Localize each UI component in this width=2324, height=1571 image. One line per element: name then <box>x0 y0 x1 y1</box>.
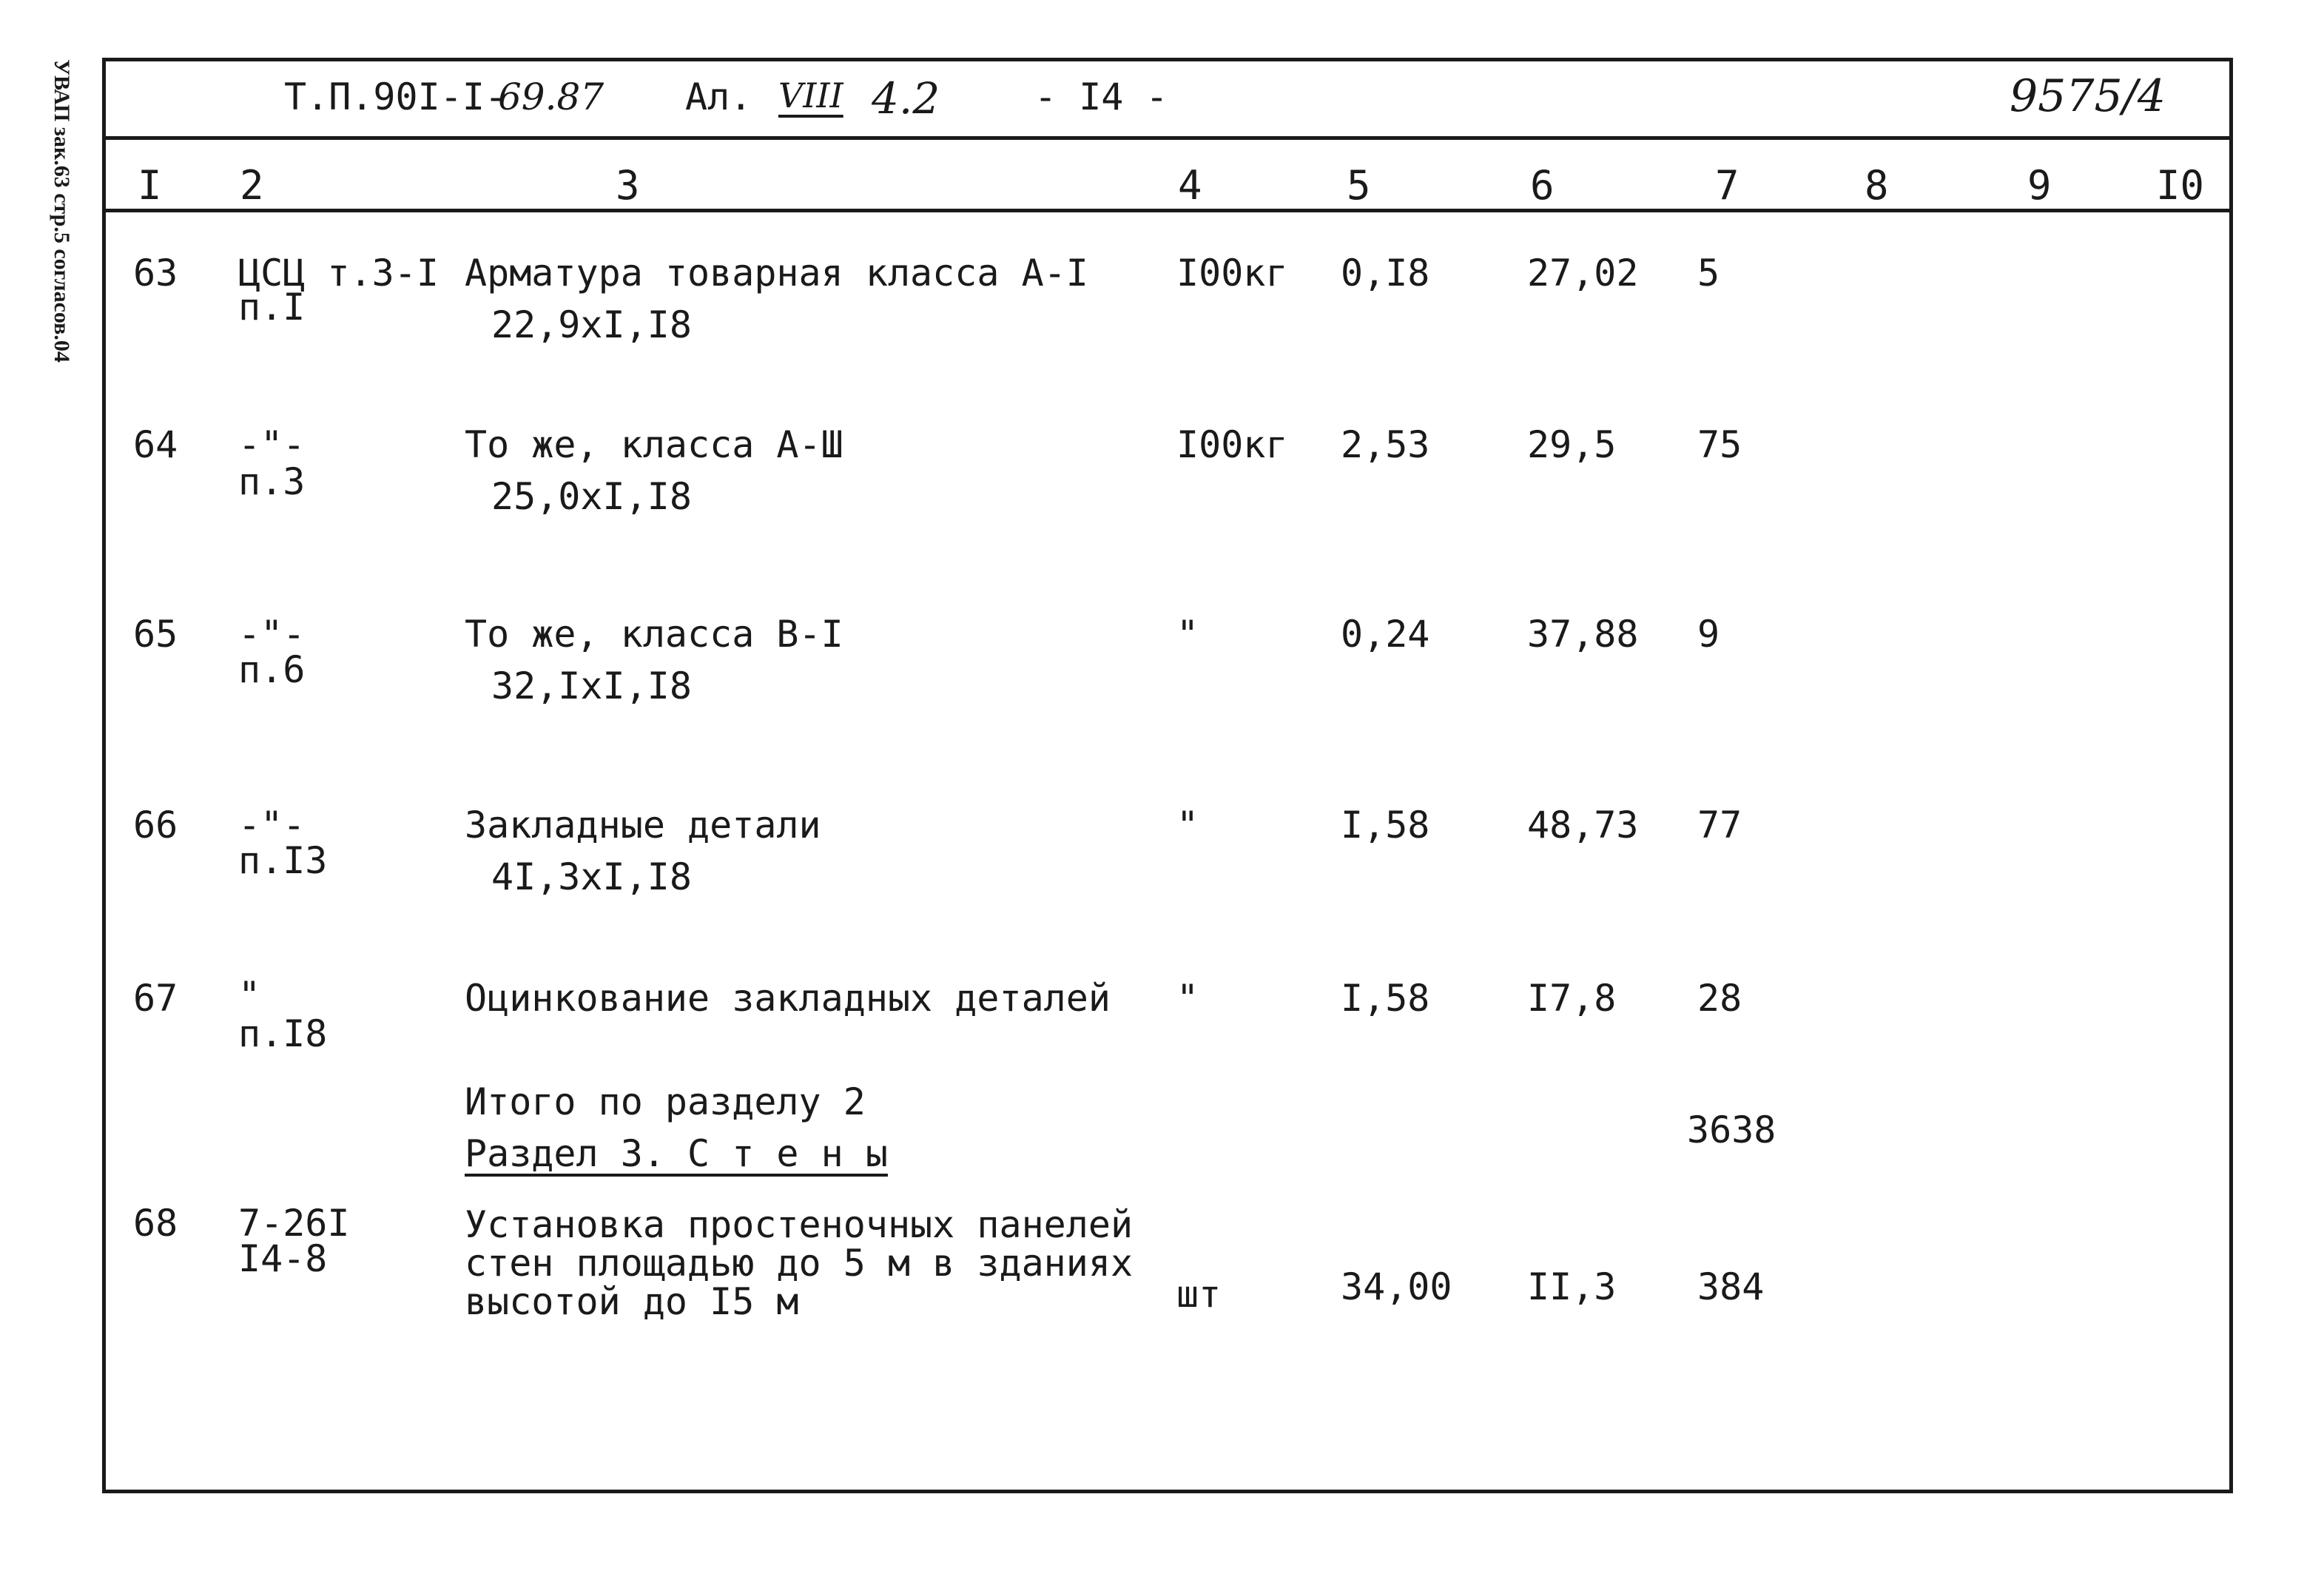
norm-item: п.I3 <box>238 839 328 882</box>
description-calc: 25,0хI,I8 <box>491 475 692 518</box>
work-description <box>465 1203 1134 1323</box>
column-header: 4 <box>1178 162 1202 209</box>
quantity: 34,00 <box>1341 1265 1452 1308</box>
registration-number-handwritten: 9575/4 <box>2010 70 2166 122</box>
total-cost: 384 <box>1697 1265 1765 1308</box>
total-cost: 77 <box>1697 804 1742 847</box>
unit: I00кг <box>1176 252 1288 295</box>
work-description <box>465 252 1088 346</box>
row-number: 68 <box>133 1202 178 1245</box>
column-header: 5 <box>1347 162 1371 209</box>
unit-price: 48,73 <box>1527 804 1639 847</box>
norm-reference: 7-26I <box>238 1202 350 1245</box>
total-cost: 75 <box>1697 423 1742 466</box>
quantity: I,58 <box>1341 804 1430 847</box>
work-description <box>465 613 843 707</box>
unit-price: 27,02 <box>1527 252 1639 295</box>
column-header: 2 <box>240 162 264 209</box>
unit-price: 29,5 <box>1527 423 1617 466</box>
description-line: То же, класса В-I <box>465 613 843 656</box>
work-description <box>465 804 821 898</box>
quantity: 2,53 <box>1341 423 1430 466</box>
norm-reference: -"- <box>238 804 306 847</box>
description-calc: 32,IхI,I8 <box>491 665 692 707</box>
column-header: I0 <box>2156 162 2205 209</box>
quantity: 0,I8 <box>1341 252 1430 295</box>
total-cost: 5 <box>1697 252 1720 295</box>
description-line: Арматура товарная класса А-I <box>465 252 1088 295</box>
quantity: 0,24 <box>1341 613 1430 656</box>
description-line: То же, класса А-Ш <box>465 423 843 466</box>
norm-item: п.6 <box>238 648 306 691</box>
unit: " <box>1176 613 1199 656</box>
column-header: 6 <box>1530 162 1555 209</box>
unit-price: I7,8 <box>1527 977 1617 1020</box>
description-line: Установка простеночных панелей <box>465 1203 1134 1246</box>
quantity: I,58 <box>1341 977 1430 1020</box>
norm-item: п.3 <box>238 460 306 503</box>
album-part-handwritten: 4.2 <box>872 73 940 124</box>
norm-item: I4-8 <box>238 1237 328 1280</box>
description-calc: 22,9хI,I8 <box>491 303 692 346</box>
header-divider <box>102 136 2233 140</box>
unit: " <box>1176 977 1199 1020</box>
column-header: 9 <box>2027 162 2052 209</box>
section-heading: Раздел 3. С т е н ы <box>465 1132 888 1175</box>
description-line: стен площадью до 5 м в зданиях <box>465 1242 1134 1285</box>
description-line: Оцинкование закладных деталей <box>465 977 1111 1020</box>
norm-item: п.I <box>238 286 306 329</box>
page-number: - I4 - <box>1034 75 1168 118</box>
unit-price: II,3 <box>1527 1265 1617 1308</box>
column-header: 8 <box>1865 162 1889 209</box>
row-number: 65 <box>133 613 178 656</box>
column-header-divider <box>102 209 2233 212</box>
column-header: I <box>138 162 162 209</box>
norm-reference: ЦСЦ т.3-I <box>238 252 439 295</box>
album-label: Ал. <box>685 75 752 118</box>
work-description <box>465 423 843 518</box>
row-number: 64 <box>133 423 178 466</box>
column-header: 7 <box>1715 162 1739 209</box>
subtotal-total: 3638 <box>1687 1109 1776 1151</box>
row-number: 63 <box>133 252 178 295</box>
norm-reference: -"- <box>238 423 306 466</box>
subtotal-label: Итого по разделу 2 <box>465 1080 866 1123</box>
unit: шт <box>1176 1273 1222 1316</box>
project-code: Т.П.90I-I- <box>284 75 508 118</box>
unit: " <box>1176 804 1199 847</box>
norm-reference: " <box>238 974 261 1017</box>
unit: I00кг <box>1176 423 1288 466</box>
description-calc: 4I,3хI,I8 <box>491 855 692 898</box>
work-description <box>465 977 1111 1020</box>
total-cost: 28 <box>1697 977 1742 1020</box>
unit-price: 37,88 <box>1527 613 1639 656</box>
column-header: 3 <box>616 162 640 209</box>
total-cost: 9 <box>1697 613 1720 656</box>
description-line: Закладные детали <box>465 804 821 847</box>
row-number: 67 <box>133 977 178 1020</box>
norm-item: п.I8 <box>238 1012 328 1055</box>
description-line: высотой до I5 м <box>465 1280 799 1323</box>
row-number: 66 <box>133 804 178 847</box>
album-number-handwritten: VIII <box>778 75 843 115</box>
margin-note: УВАП зак.63 стр.5 согласов.04 <box>50 59 74 363</box>
norm-reference: -"- <box>238 613 306 656</box>
project-code-handwritten: 69.87 <box>498 75 604 118</box>
